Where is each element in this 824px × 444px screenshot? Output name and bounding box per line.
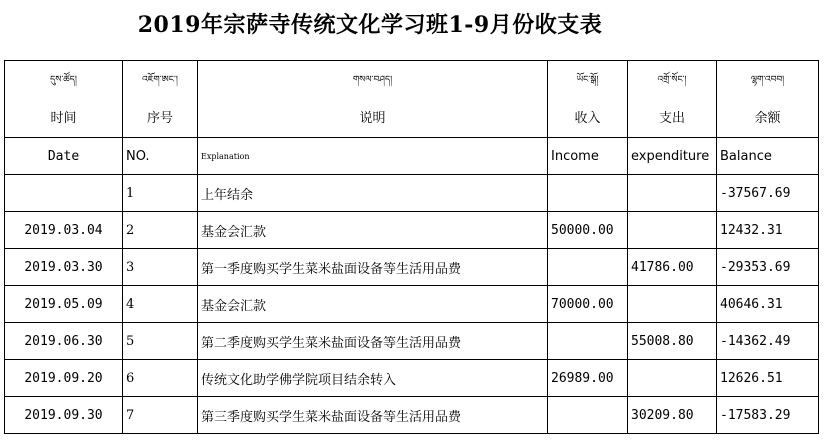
balance-cell: 12626.51 bbox=[717, 360, 819, 397]
date-cell: 2019.05.09 bbox=[5, 286, 123, 323]
no-cell: 1 bbox=[123, 175, 198, 212]
income-cell: 26989.00 bbox=[548, 360, 628, 397]
balance-cell: -37567.69 bbox=[717, 175, 819, 212]
header-chinese: 时间 bbox=[50, 111, 77, 126]
header-tibetan: དུས་ཚོད། bbox=[50, 75, 77, 85]
expenditure-cell bbox=[628, 212, 717, 249]
table-row bbox=[5, 397, 819, 434]
header-cell-income bbox=[548, 61, 628, 138]
header-tibetan: ལྷག་འབབ། bbox=[750, 75, 785, 85]
table-row bbox=[5, 360, 819, 397]
explanation-cell: 第一季度购买学生菜米盐面设备等生活用品费 bbox=[198, 249, 548, 286]
header-english-date: Date bbox=[5, 138, 123, 175]
income-cell: 50000.00 bbox=[548, 212, 628, 249]
no-cell: 5 bbox=[123, 323, 198, 360]
explanation-cell: 基金会汇款 bbox=[198, 286, 548, 323]
table-row bbox=[5, 175, 819, 212]
table-row bbox=[5, 323, 819, 360]
expenditure-cell: 41786.00 bbox=[628, 249, 717, 286]
header-english-income: Income bbox=[548, 138, 628, 175]
income-cell bbox=[548, 249, 628, 286]
header-english-explanation: Explanation bbox=[198, 138, 548, 175]
date-cell: 2019.06.30 bbox=[5, 323, 123, 360]
explanation-cell: 基金会汇款 bbox=[198, 212, 548, 249]
header-cell-date bbox=[5, 61, 123, 138]
date-cell: 2019.03.30 bbox=[5, 249, 123, 286]
header-tibetan: འགྲོ་སོང་། bbox=[657, 75, 687, 85]
income-cell bbox=[548, 397, 628, 434]
english-header-row bbox=[5, 138, 819, 175]
balance-cell: -29353.69 bbox=[717, 249, 819, 286]
expenditure-cell: 30209.80 bbox=[628, 397, 717, 434]
header-english-expenditure: expenditure bbox=[628, 138, 717, 175]
income-cell bbox=[548, 323, 628, 360]
header-chinese: 余额 bbox=[754, 111, 781, 126]
balance-cell: 12432.31 bbox=[717, 212, 819, 249]
balance-cell: -14362.49 bbox=[717, 323, 819, 360]
header-cell-explanation bbox=[198, 61, 548, 138]
expenditure-cell: 55008.80 bbox=[628, 323, 717, 360]
income-expense-table bbox=[4, 60, 819, 434]
no-cell: 7 bbox=[123, 397, 198, 434]
header-cell-balance bbox=[717, 61, 819, 138]
header-chinese: 序号 bbox=[146, 111, 173, 126]
date-cell: 2019.03.04 bbox=[5, 212, 123, 249]
balance-cell: -17583.29 bbox=[717, 397, 819, 434]
no-cell: 6 bbox=[123, 360, 198, 397]
header-cell-no bbox=[123, 61, 198, 138]
table-row bbox=[5, 286, 819, 323]
date-cell bbox=[5, 175, 123, 212]
header-tibetan: ཡོང་སྒོ། bbox=[576, 75, 599, 85]
header-chinese: 收入 bbox=[574, 111, 601, 126]
income-cell bbox=[548, 175, 628, 212]
table-row bbox=[5, 249, 819, 286]
no-cell: 2 bbox=[123, 212, 198, 249]
header-english-no: NO. bbox=[123, 138, 198, 175]
table-row bbox=[5, 212, 819, 249]
explanation-cell: 传统文化助学佛学院项目结余转入 bbox=[198, 360, 548, 397]
date-cell: 2019.09.30 bbox=[5, 397, 123, 434]
no-cell: 4 bbox=[123, 286, 198, 323]
header-tibetan: འཇོག་ཨང་། bbox=[142, 75, 178, 85]
page-title: 2019年宗萨寺传统文化学习班1-9月份收支表 bbox=[137, 12, 603, 38]
header-chinese: 说明 bbox=[359, 111, 386, 126]
expenditure-cell bbox=[628, 175, 717, 212]
header-english-balance: Balance bbox=[717, 138, 819, 175]
header-chinese: 支出 bbox=[658, 111, 685, 126]
balance-cell: 40646.31 bbox=[717, 286, 819, 323]
explanation-cell: 第三季度购买学生菜米盐面设备等生活用品费 bbox=[198, 397, 548, 434]
header-row bbox=[5, 61, 819, 138]
expenditure-cell bbox=[628, 360, 717, 397]
header-tibetan: གསལ་བཤད། bbox=[352, 75, 393, 85]
expenditure-cell bbox=[628, 286, 717, 323]
no-cell: 3 bbox=[123, 249, 198, 286]
date-cell: 2019.09.20 bbox=[5, 360, 123, 397]
explanation-cell: 上年结余 bbox=[198, 175, 548, 212]
header-cell-expenditure bbox=[628, 61, 717, 138]
income-cell: 70000.00 bbox=[548, 286, 628, 323]
explanation-cell: 第二季度购买学生菜米盐面设备等生活用品费 bbox=[198, 323, 548, 360]
